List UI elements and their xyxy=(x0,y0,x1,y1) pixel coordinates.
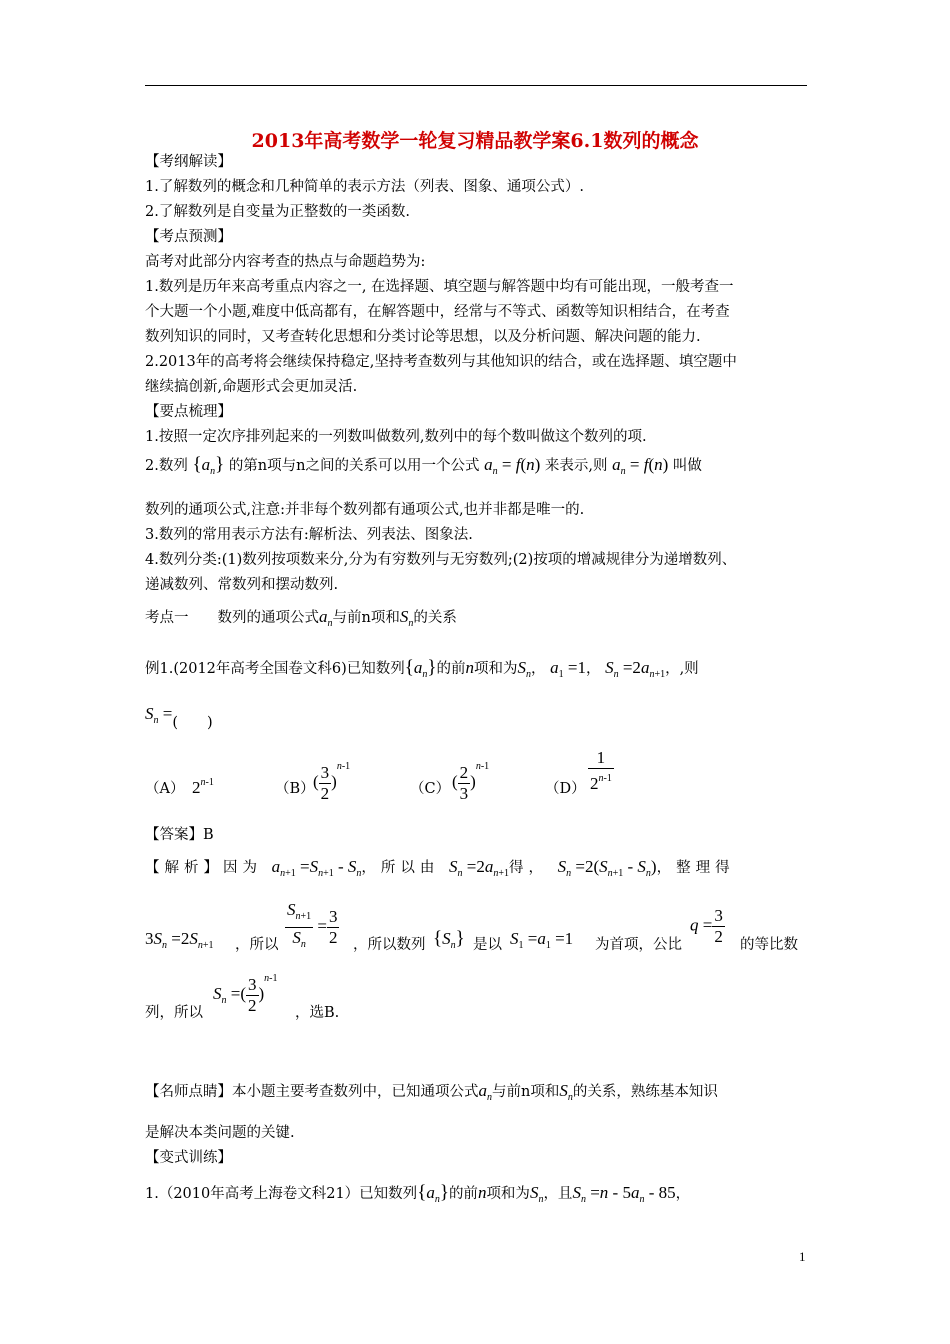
teacher-note-line2: 是解决本类问题的关键. xyxy=(145,1125,295,1141)
formula-sn: $S_n$ xyxy=(145,704,159,726)
topic-heading-1 xyxy=(145,608,457,633)
formula-an: $a_n$ xyxy=(319,607,333,629)
syllabus-item-2: 2.了解数列是自变量为正整数的一类函数. xyxy=(145,204,410,220)
variant-1-line1 xyxy=(145,1184,690,1209)
text: 项和为 xyxy=(474,661,518,677)
forecast-p1-line3: 数列知识的同时，又考查转化思想和分类讨论等思想，以及分析问题、解决问题的能力. xyxy=(145,329,701,345)
text: ，且 xyxy=(543,1186,573,1202)
text: 的第n项与n之间的关系可以用一个公式 xyxy=(228,458,480,474)
example-1-line1 xyxy=(145,659,699,684)
formula-an-fn-2: $a_n = f(n)$ xyxy=(612,455,669,477)
text: 的关系，熟练基本知识 xyxy=(572,1084,718,1100)
text: 例1.(2012年高考全国卷文科6)已知数列 xyxy=(145,661,405,677)
formula-sn-eq-2-diff: $S_n =2(S_{n+1} - S_n)$ xyxy=(557,857,657,879)
option-d-label: （D） xyxy=(545,781,586,797)
forecast-p1-line1: 1.数列是历年来高考重点内容之一, 在选择题、填空题与解答题中均有可能出现，一般考查一 xyxy=(145,279,734,295)
section-heading-syllabus: 【考纲解读】 xyxy=(145,154,232,170)
formula-sn-eq-2an1: $S_n =2a_{n+1}$ xyxy=(449,857,509,879)
text: ，,则 xyxy=(665,661,699,677)
text: ， xyxy=(585,661,601,677)
forecast-p1-line2: 个大题一个小题,难度中低高都有，在解答题中，经常与不等式、函数等知识相结合，在考查 xyxy=(145,304,730,320)
text: 来表示,则 xyxy=(544,458,608,474)
example-1-line2: $S_n$ =( ) xyxy=(145,704,213,731)
formula-seq-an: $\{a_n\}$ xyxy=(404,657,437,680)
formula-n: n xyxy=(465,658,475,677)
keypoint-3: 3.数列的常用表示方法有:解析法、列表法、图象法. xyxy=(145,527,473,543)
formula-s1-a1-1: $S_1 =a_1 =1$ xyxy=(510,929,574,951)
option-c-formula: ( $\frac{2}{3}$ )$^{n-1}$ xyxy=(452,761,490,803)
text: ，整理得 xyxy=(656,860,735,876)
text: 考点一 数列的通项公式 xyxy=(145,610,319,626)
text: 项和为 xyxy=(486,1186,530,1202)
text: 【名师点睛】本小题主要考查数列中，已知通项公式 xyxy=(145,1084,479,1100)
text: 列，所以 xyxy=(145,1005,203,1021)
formula-an1-diff: $a_{n+1} =S_{n+1} - S_n$ xyxy=(271,857,362,879)
option-b-formula: ( $\frac{3}{2}$ )$^{n-1}$ xyxy=(313,761,351,803)
keypoint-2-line2: 数列的通项公式,注意:并非每个数列都有通项公式,也并非都是唯一的. xyxy=(145,502,585,518)
text: ，所以 xyxy=(235,937,279,953)
formula-an: $a_n$ xyxy=(478,1081,492,1103)
keypoint-4-line2: 递减数列、常数列和摆动数列. xyxy=(145,577,339,593)
formula-sn: $S_n$ xyxy=(399,607,414,629)
text: 的前 xyxy=(436,661,466,677)
formula-sn: $S_n$ xyxy=(517,658,532,680)
option-b-label: （B） xyxy=(275,781,315,797)
option-a-formula: 2$^{n-1}$ xyxy=(192,777,214,797)
text: 【解析】因为 xyxy=(145,860,262,876)
forecast-intro: 高考对此部分内容考查的热点与命题趋势为: xyxy=(145,254,426,270)
teacher-note-line1 xyxy=(145,1082,718,1107)
text: 叫做 xyxy=(672,458,702,474)
text: ， xyxy=(675,1186,691,1202)
formula-sn-result: $S_n$ =( $\frac{3}{2}$ )$^{n-1}$ xyxy=(213,973,278,1015)
formula-sn: $S_n$ xyxy=(529,1183,544,1205)
text: 为首项，公比 xyxy=(595,937,682,953)
text: 的等比数 xyxy=(740,937,798,953)
formula-seq-sn: $\{S_n\}$ xyxy=(433,928,465,951)
forecast-p2-line2: 继续搞创新,命题形式会更加灵活. xyxy=(145,379,358,395)
forecast-p2-line1: 2.2013年的高考将会继续保持稳定,坚持考查数列与其他知识的结合，或在选择题、填空题中 xyxy=(145,354,737,370)
formula-sn: $S_n$ xyxy=(559,1081,573,1103)
option-a-label: （A） xyxy=(145,781,185,797)
formula-sn-eq-2an1: $S_n =2a_{n+1}$ xyxy=(605,658,666,680)
formula-ratio: $\frac{S_{n+1}}{S_n}$ = $\frac{3}{2}$ xyxy=(287,900,338,950)
keypoint-2-line1 xyxy=(145,456,702,481)
text: 与前n项和 xyxy=(332,610,400,626)
text: 的前 xyxy=(448,1186,478,1202)
text: 得， xyxy=(509,860,548,876)
text: 与前n项和 xyxy=(492,1084,560,1100)
formula-q-3-2: q = $\frac{3}{2}$ xyxy=(690,906,723,946)
keypoint-4-line1: 4.数列分类:(1)数列按项数来分,分为有穷数列与无穷数列;(2)按项的增减规律分为递增数列、 xyxy=(145,552,737,568)
formula-seq-an: $\{a_n\}$ xyxy=(417,1182,449,1205)
page-number: 1 xyxy=(799,1249,806,1264)
doc-title: 2013年高考数学一轮复习精品教学案6.1数列的概念 xyxy=(251,130,699,152)
option-c-label: （C） xyxy=(410,781,451,797)
section-heading-variant: 【变式训练】 xyxy=(145,1150,232,1166)
formula-n: n xyxy=(477,1183,487,1202)
text: 1.（2010年高考上海卷文科21）已知数列 xyxy=(145,1186,418,1202)
text: 的关系 xyxy=(413,610,457,626)
solution-line1 xyxy=(145,858,735,883)
text: ( ) xyxy=(172,715,213,731)
option-d-formula: $\frac{1}{2^{n-1}}$ xyxy=(590,748,612,793)
formula-sn-n-5an-85: $S_n =n - 5a_n - 85$ xyxy=(572,1183,676,1205)
text: 是以 xyxy=(473,937,502,953)
text: ，选B. xyxy=(295,1005,340,1021)
formula-an-fn: $a_n = f(n)$ xyxy=(484,455,541,477)
keypoint-1: 1.按照一定次序排列起来的一列数叫做数列,数列中的每个数叫做这个数列的项. xyxy=(145,429,647,445)
formula-a1-eq-1: $a_1 =1$ xyxy=(550,658,586,680)
formula-3sn-2sn1: $3S_n =2S_{n+1}$ xyxy=(145,929,214,951)
header-rule xyxy=(145,85,807,86)
text: ，所以数列 xyxy=(353,937,426,953)
section-heading-keypoints: 【要点梳理】 xyxy=(145,404,232,420)
syllabus-item-1: 1.了解数列的概念和几种简单的表示方法（列表、图象、通项公式）. xyxy=(145,179,584,195)
text: ，所以由 xyxy=(361,860,440,876)
formula-seq-an: $\{a_n\}$ xyxy=(192,454,225,477)
text: ， xyxy=(531,661,546,677)
section-heading-forecast: 【考点预测】 xyxy=(145,229,232,245)
text: 2.数列 xyxy=(145,458,188,474)
answer: 【答案】B xyxy=(145,827,214,843)
